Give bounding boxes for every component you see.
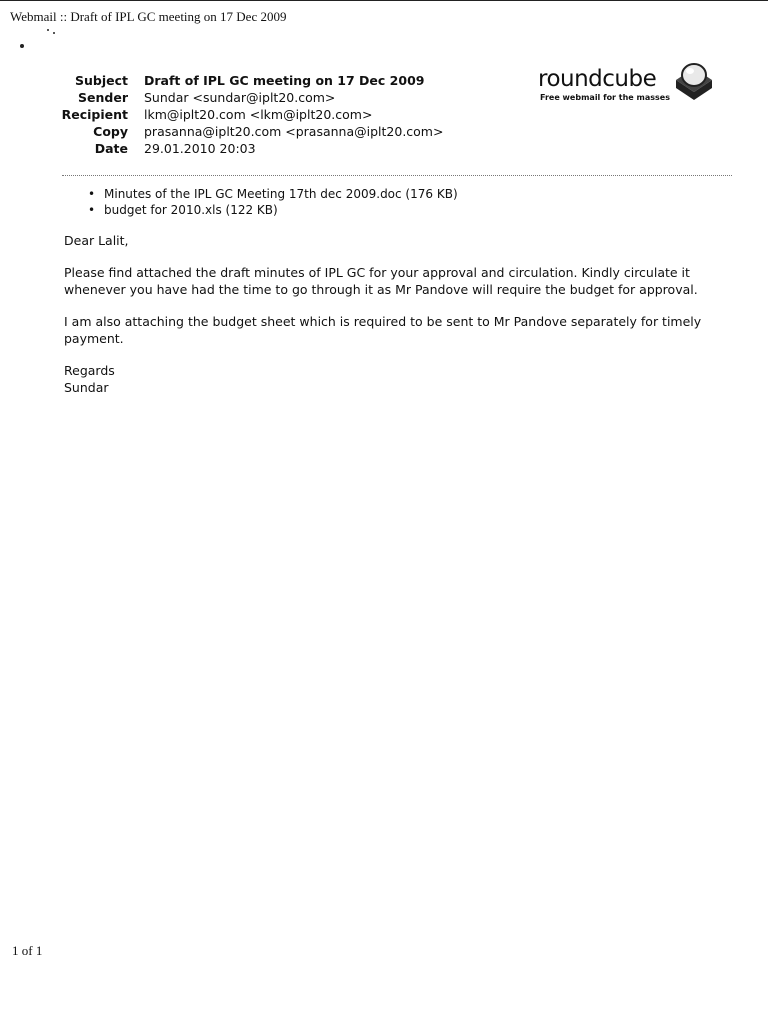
logo-tagline: Free webmail for the masses: [540, 93, 670, 102]
signature: Sundar: [64, 380, 109, 395]
closing: Regards: [64, 363, 115, 378]
page-top-rule: [0, 0, 768, 1]
date-row: [60, 141, 443, 158]
roundcube-logo: [538, 58, 718, 108]
print-header-title: Webmail :: Draft of IPL GC meeting on 17 Dec 2009: [10, 9, 287, 24]
body-paragraph: Please find attached the draft minutes of IPL GC for your approval and circulation. Kindly circulate it whenever you have had the time to go through it as Mr Pandove will require the budget for approval.: [64, 265, 698, 297]
date-label: Date: [94, 141, 128, 156]
scan-speck: [53, 32, 55, 34]
message-headers: [60, 73, 443, 158]
page-count: 1 of 1: [12, 943, 43, 958]
copy-value[interactable]: prasanna@iplt20.com <prasanna@iplt20.com>: [144, 124, 444, 139]
scan-speck: [47, 29, 49, 31]
copy-row: [60, 124, 443, 141]
subject-row: [60, 73, 443, 90]
subject-value: Draft of IPL GC meeting on 17 Dec 2009: [144, 73, 425, 88]
sender-row: [60, 90, 443, 107]
sender-value[interactable]: Sundar <sundar@iplt20.com>: [144, 90, 336, 105]
attachment-link[interactable]: • budget for 2010.xls (122 KB): [88, 202, 458, 218]
attachment-list: [88, 186, 458, 218]
copy-label: Copy: [93, 124, 128, 139]
cube-icon: [672, 58, 716, 102]
logo-wordmark: roundcube: [538, 66, 657, 92]
scan-speck: [20, 44, 24, 48]
body-paragraph: I am also attaching the budget sheet which is required to be sent to Mr Pandove separately for timely payment.: [64, 314, 702, 346]
recipient-value[interactable]: lkm@iplt20.com <lkm@iplt20.com>: [144, 107, 373, 122]
greeting: Dear Lalit,: [64, 233, 129, 248]
recipient-label: Recipient: [61, 107, 128, 122]
sender-label: Sender: [78, 90, 128, 105]
header-divider: [62, 175, 732, 176]
attachment-link[interactable]: • Minutes of the IPL GC Meeting 17th dec 2009.doc (176 KB): [88, 186, 458, 202]
message-body: [64, 232, 744, 396]
subject-label: Subject: [75, 73, 128, 88]
date-value: 29.01.2010 20:03: [144, 141, 256, 156]
recipient-row: [60, 107, 443, 124]
